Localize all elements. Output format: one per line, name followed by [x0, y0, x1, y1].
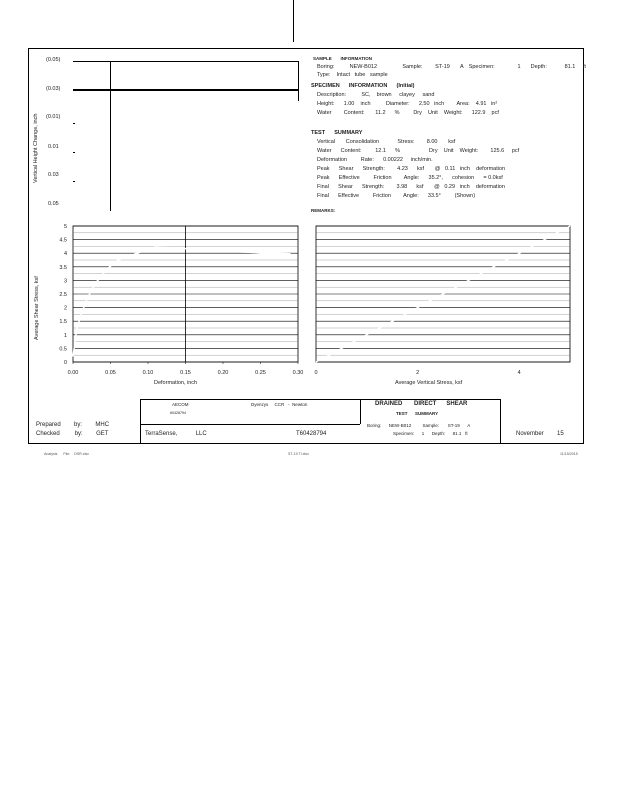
test-summary-row: Water Content: 12.1 % Dry Unit Weight: 125.6 pcf [317, 148, 520, 154]
y-tick: (0.05) [46, 57, 61, 63]
height-plot-top [73, 61, 299, 62]
y-tick-label: 2.5 [59, 292, 67, 298]
specimen-info-heading: SPECIMEN INFORMATION (Initial) [311, 83, 415, 89]
y-tick-label: 0 [63, 360, 67, 366]
checked-by: Checked by: GET [36, 431, 109, 437]
y-tick-label: 4 [63, 251, 67, 258]
stress-deformation-chart [30, 218, 310, 398]
y-tick-label: 4.5 [59, 237, 67, 244]
specimen-info-row: Description: SC, brown clayey sand [317, 92, 435, 98]
title-block-mid [360, 399, 361, 424]
height-marker-line [110, 61, 111, 211]
top-tick-line [293, 0, 294, 42]
y-tick-label: 2 [63, 305, 67, 312]
height-plot-right [298, 61, 299, 101]
test-summary-row: Final Effective Friction Angle: 33.5° (Shown) [317, 193, 476, 199]
x-tick-label: 0.10 [142, 370, 154, 376]
vertical-stress-axis-label: Average Vertical Stress, ksf [395, 380, 463, 386]
specimen-info-row: Height: 1.00 inch Diameter: 2.50 inch Area: 4.91 in² [317, 101, 498, 107]
client-name: AECOM [172, 402, 189, 407]
x-tick-label: 0.00 [67, 370, 79, 376]
report-specimen: Specimen: 1 Depth: 81.1 ft [393, 431, 468, 436]
prepared-by: Prepared by: MHC [36, 422, 110, 428]
x-tick-label: 0.30 [292, 370, 304, 376]
x-tick-label: 0 [314, 370, 318, 376]
company-name: TerraSense, LLC [145, 431, 207, 437]
sample-info-heading: SAMPLE INFORMATION [313, 56, 372, 61]
sample-info-row: Boring: NEW-B012 Sample: ST-19 A Specimen: 1 Depth: 81.1 ft [317, 64, 586, 70]
remarks-heading: REMARKS: [311, 208, 336, 213]
x-tick-label: 0.05 [105, 370, 116, 376]
y-tick-label: 1 [63, 332, 67, 339]
x-tick-label: 0.15 [180, 370, 191, 376]
title-block-divider [140, 424, 360, 425]
y-tick-label: 0.5 [59, 346, 67, 353]
y-tick: (0.01) [46, 114, 61, 120]
report-date: November 15 [516, 431, 564, 437]
deformation-axis-label: Deformation, inch [154, 380, 198, 386]
title-block-right [500, 399, 501, 444]
stress-curve [73, 247, 291, 357]
job-number: T60428794 [296, 431, 327, 437]
y-tick: 0.01 [48, 144, 59, 150]
sample-info-row: Type: Intact tube sample [317, 72, 388, 78]
project-name: Dyenzys CCR - Newton [251, 402, 308, 407]
test-summary-row: Peak Shear Strength: 4.23 ksf @ 0.11 inch deformation [317, 166, 506, 172]
y-tick-label: 3 [63, 278, 67, 285]
height-tick-mark [73, 181, 75, 182]
x-tick-label: 4 [517, 370, 521, 376]
x-tick-label: 0.20 [217, 370, 229, 376]
y-tick: 0.05 [48, 201, 59, 207]
height-data-line [73, 89, 299, 91]
report-title: DRAINED DIRECT SHEAR [375, 401, 468, 407]
test-summary-row: Vertical Consolidation Stress: 8.00 ksf [317, 139, 456, 145]
test-summary-heading: TEST SUMMARY [311, 130, 363, 136]
report-boring: Boring: NEW-B012 Sample: ST-19 A [367, 423, 471, 428]
x-tick-label: 0.25 [255, 370, 266, 376]
specimen-info-row: Water Content: 11.2 % Dry Unit Weight: 122.9 pcf [317, 110, 499, 116]
y-tick: 0.03 [48, 172, 59, 178]
x-tick-label: 2 [416, 370, 420, 376]
y-tick-label: 1.5 [59, 319, 67, 326]
report-subtitle: TEST SUMMARY [396, 411, 439, 416]
test-summary-row: Deformation Rate: 0.00222 inch/min. [317, 157, 433, 163]
project-number: 60428794 [170, 411, 186, 415]
title-block-top [140, 399, 500, 400]
test-summary-row: Peak Effective Friction Angle: 35.2°, cohesion = 0.0ksf [317, 175, 503, 181]
height-tick-mark [73, 123, 75, 124]
failure-envelope-chart [308, 218, 578, 383]
data-file-label: ST-19 TI.xlsx [288, 452, 309, 456]
height-tick-mark [73, 152, 75, 153]
test-summary-row: Final Shear Strength: 3.98 ksf @ 0.29 inch deformation [317, 184, 505, 190]
print-date: 11/15/2015 [560, 452, 578, 456]
y-tick: (0.03) [46, 86, 61, 92]
shear-stress-axis-label: Average Shear Stress, ksf [34, 276, 40, 340]
title-block-left [140, 399, 141, 444]
analysis-file-label: Analysis File: DSR.xlsx [44, 452, 89, 456]
y-tick-label: 3.5 [59, 264, 67, 271]
height-change-axis-label: Vertical Height Change, inch [33, 113, 39, 183]
y-tick-label: 5 [63, 224, 67, 230]
